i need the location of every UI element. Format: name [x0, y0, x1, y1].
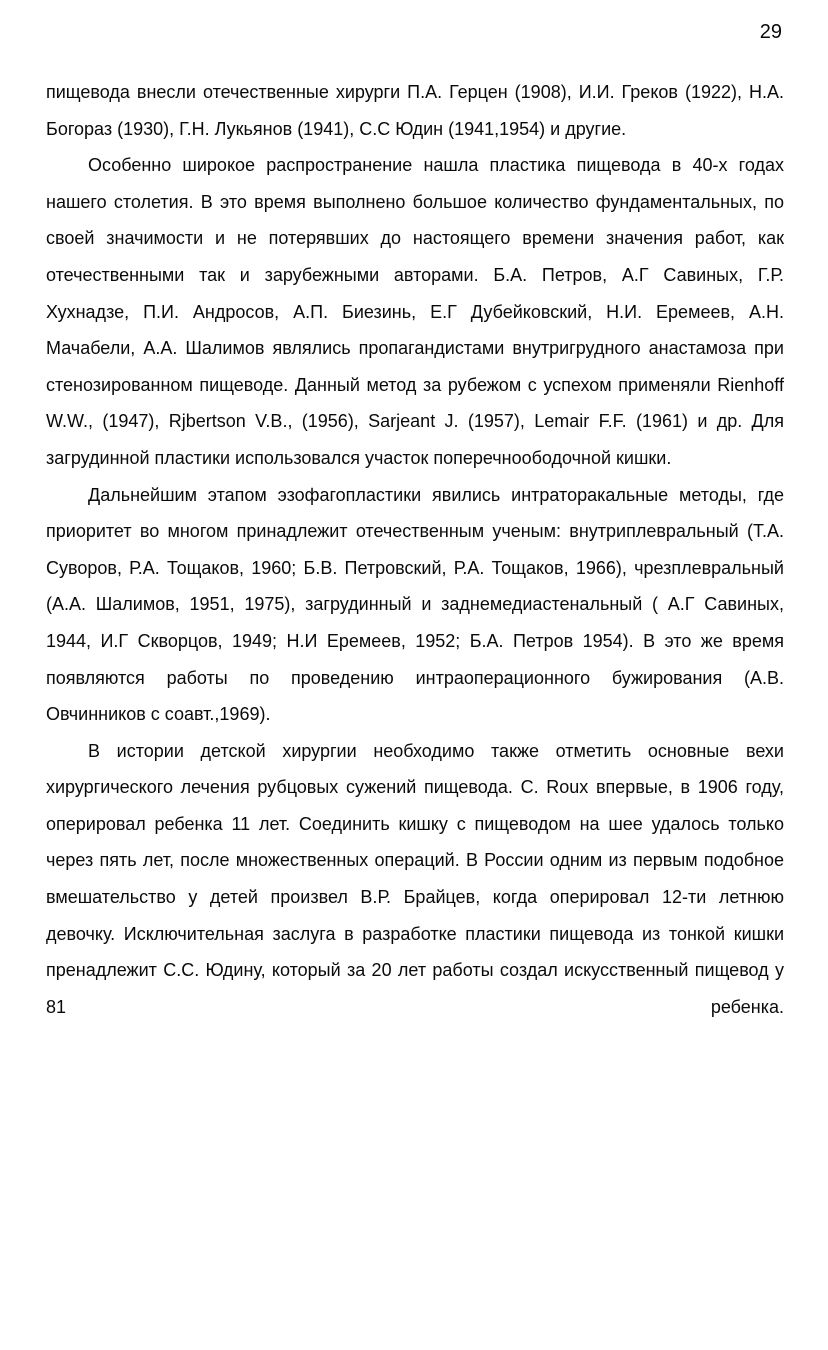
- paragraph-2: Особенно широкое распространение нашла пластика пищевода в 40-х годах нашего столетия. В это время выполнено большое количество фундаментальных, по своей значимости и не потерявших до настоящего времени значения работ, как отечественными так и зарубежными авторами. Б.А. Петров, А.Г Савиных, Г.Р. Хухнадзе, П.И. Андросов, А.П. Биезинь, Е.Г Дубейковский, Н.И. Еремеев, А.Н. Мачабели, А.А. Шалимов являлись пропагандистами внутригрудного анастамоза при стенозированном пищеводе. Данный метод за рубежом с успехом применяли Rienhoff W.W., (1947), Rjbertson V.B., (1956), Sarjeant J. (1957), Lemair F.F. (1961) и др. Для загрудинной пластики использовался участок поперечноободочной кишки.: [46, 155, 784, 468]
- page-number: 29: [759, 21, 782, 43]
- paragraph-3: Дальнейшим этапом эзофагопластики явились интраторакальные методы, где приоритет во многом принадлежит отечественным ученым: внутриплевральный (Т.А. Суворов, Р.А. Тощаков, 1960; Б.В. Петровский, Р.А. Тощаков, 1966), чрезплевральный (А.А. Шалимов, 1951, 1975), загрудинный и заднемедиастенальный ( А.Г Савиных, 1944, И.Г Скворцов, 1949; Н.И Еремеев, 1952; Б.А. Петров 1954). В это же время появляются работы по проведению интраоперационного бужирования (А.В. Овчинников с соавт.,1969).: [46, 484, 784, 725]
- body-text: [46, 74, 784, 1025]
- paragraph-4: В истории детской хирургии необходимо также отметить основные вехи хирургического лечения рубцовых сужений пищевода. С. Roux впервые, в 1906 году, оперировал ребенка 11 лет. Соединить кишку с пищеводом на шее удалось только через пять лет, после множественных операций. В России одним из первым подобное вмешательство у детей произвел В.Р. Брайцев, когда оперировал 12-ти летнюю девочку. Исключительная заслуга в разработке пластики пищевода из тонкой кишки пренадлежит С.С. Юдину, который за 20 лет работы создал искусственный пищевод у 81 ребенка.: [46, 740, 784, 1017]
- paragraph-1: пищевода внесли отечественные хирурги П.А. Герцен (1908), И.И. Греков (1922), Н.А. Богораз (1930), Г.Н. Лукьянов (1941), С.С Юдин (1941,1954) и другие.: [46, 82, 784, 139]
